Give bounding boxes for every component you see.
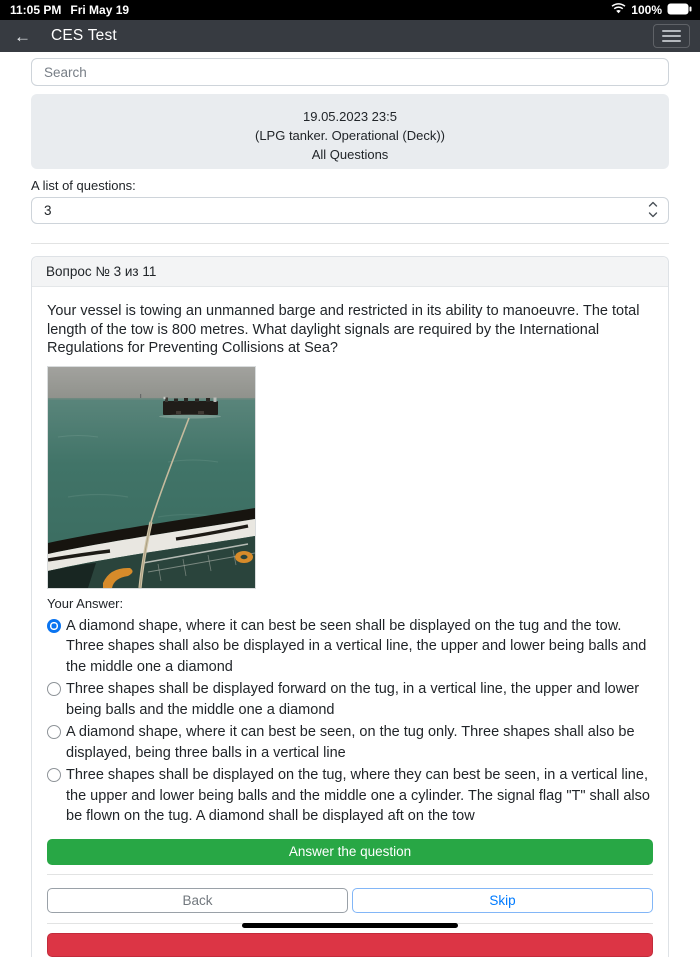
radio-unselected-icon[interactable] (47, 725, 61, 739)
hamburger-icon (662, 35, 681, 37)
option-text: Three shapes shall be displayed on the tug, where they can best be seen, in a vertical line, the upper and lower being balls and the middle one a cylinder. The signal flag "T" shall also be flown on the tug. A diamond shall be displayed aft on the tow (66, 767, 650, 824)
option-text: A diamond shape, where it can best be seen, on the tug only. Three shapes shall also be displayed, being three balls in a vertical line (66, 724, 635, 761)
status-date: Fri May 19 (70, 3, 130, 17)
app-title: CES Test (51, 27, 117, 44)
hamburger-icon (662, 40, 681, 42)
status-time: 11:05 PM (10, 3, 62, 17)
question-list-label: A list of questions: (31, 178, 136, 193)
answer-question-button[interactable]: Answer the question (47, 839, 653, 865)
battery-percent: 100% (631, 3, 662, 17)
up-down-chevrons-icon (648, 201, 658, 221)
status-bar (0, 0, 700, 20)
radio-unselected-icon[interactable] (47, 768, 61, 782)
answer-option[interactable] (47, 616, 653, 678)
navbar (0, 20, 700, 52)
question-counter: Вопрос № 3 из 11 (46, 264, 157, 279)
radio-unselected-icon[interactable] (47, 682, 61, 696)
your-answer-label: Your Answer: (47, 595, 124, 611)
question-card (31, 256, 669, 957)
question-nav-row (47, 888, 653, 913)
answer-option[interactable] (47, 765, 653, 827)
battery-icon (667, 3, 692, 18)
question-text: Your vessel is towing an unmanned barge and restricted in its ability to manoeuvre. The total length of the tow is 800 metres. What daylight signals are required by the International Regulations for Preventing Collisions at Sea? (47, 303, 640, 356)
home-indicator[interactable] (242, 923, 458, 929)
question-image-towed-barge (47, 366, 256, 589)
answer-option[interactable] (47, 722, 653, 763)
back-button[interactable]: Back (47, 888, 348, 913)
search-input[interactable] (31, 58, 669, 86)
hamburger-icon (662, 30, 681, 32)
wifi-icon (611, 3, 626, 17)
back-arrow-icon[interactable]: ← (14, 26, 31, 46)
session-info-box (31, 94, 669, 169)
question-card-header (32, 257, 668, 287)
section-divider (31, 243, 669, 244)
question-card-body (32, 287, 668, 957)
answer-options (47, 616, 653, 827)
question-number-select[interactable] (31, 197, 669, 224)
session-course: (LPG tanker. Operational (Deck)) (254, 128, 446, 143)
option-text: Three shapes shall be displayed forward on the tug, in a vertical line, the upper and lower being balls and the middle one a diamond (66, 681, 640, 718)
finish-button-partially-visible[interactable] (47, 933, 653, 957)
card-divider (47, 874, 653, 875)
answer-option[interactable] (47, 679, 653, 720)
session-scope: All Questions (311, 147, 389, 162)
menu-button[interactable] (653, 24, 690, 48)
session-datetime: 19.05.2023 23:5 (303, 109, 397, 124)
skip-button[interactable]: Skip (352, 888, 653, 913)
radio-selected-icon[interactable] (47, 619, 61, 633)
option-text: A diamond shape, where it can best be seen shall be displayed on the tug and the tow. Three shapes shall also be displayed in a vertical line, the upper and lower being balls and the middle one a diamond (66, 617, 647, 675)
selected-question-number: 3 (44, 203, 52, 218)
main-content (0, 52, 700, 957)
